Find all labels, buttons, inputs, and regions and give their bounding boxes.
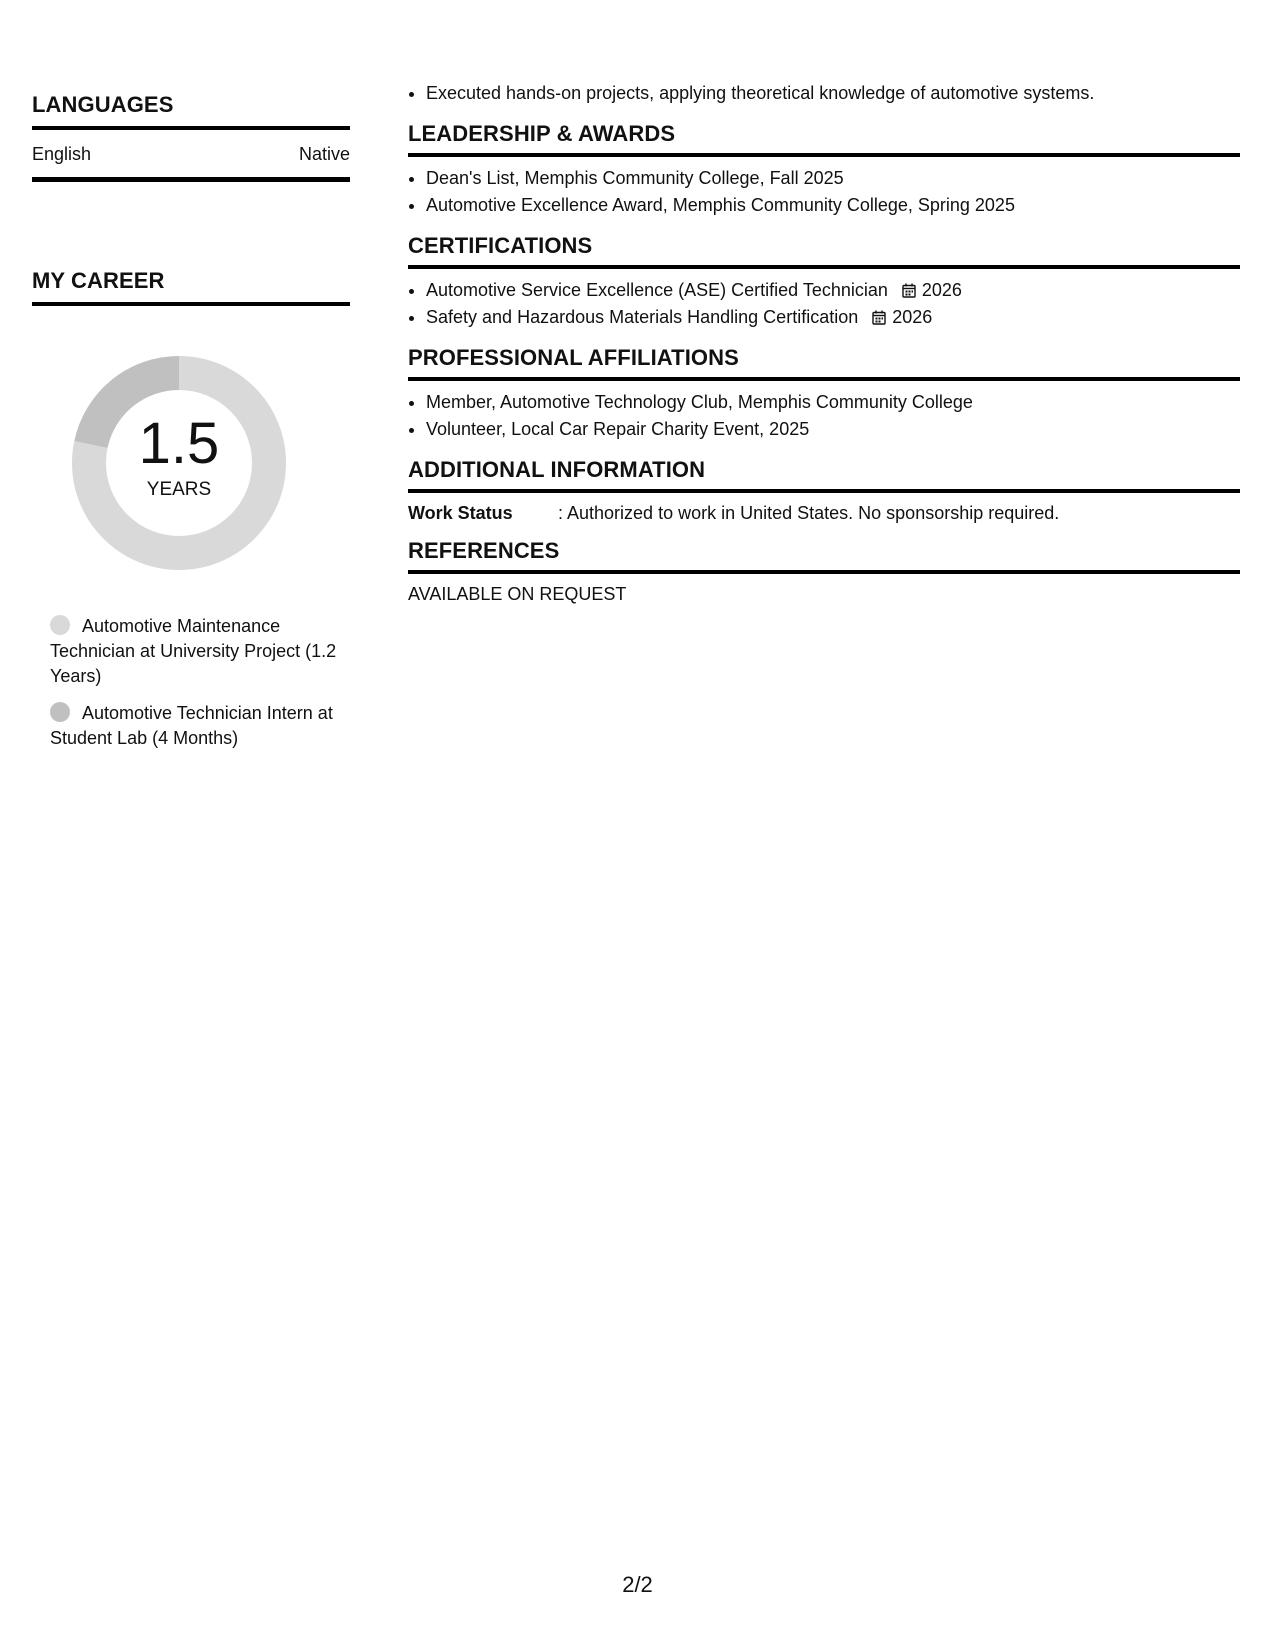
calendar-icon xyxy=(902,283,916,298)
list-item: • Automotive Excellence Award, Memphis Community College, Spring 2025 xyxy=(426,192,1240,219)
work-status-row xyxy=(408,501,1240,524)
list-item xyxy=(426,304,1240,331)
leadership-list xyxy=(408,165,1240,219)
list-item: • Executed hands-on projects, applying theoretical knowledge of automotive systems. xyxy=(426,80,1240,107)
legend-label: Automotive Technician Intern at Student Lab (4 Months) xyxy=(50,703,333,748)
legend-swatch xyxy=(50,702,70,722)
certifications-heading: CERTIFICATIONS xyxy=(408,233,1240,269)
certification-name: Safety and Hazardous Materials Handling Certification xyxy=(426,307,859,327)
list-item xyxy=(426,277,1240,304)
references-section xyxy=(408,538,1240,605)
language-name: English xyxy=(32,144,92,164)
references-heading: REFERENCES xyxy=(408,538,1240,574)
career-donut-chart xyxy=(64,348,294,578)
additional-info-section xyxy=(408,457,1240,524)
language-row xyxy=(32,130,350,182)
leadership-heading: LEADERSHIP & AWARDS xyxy=(408,121,1240,157)
work-status-label: Work Status xyxy=(408,503,513,523)
languages-section xyxy=(32,92,350,182)
certifications-section xyxy=(408,233,1240,331)
career-heading: MY CAREER xyxy=(32,268,350,306)
legend-item xyxy=(50,701,340,751)
certifications-list xyxy=(408,277,1240,331)
career-section xyxy=(32,268,350,751)
leadership-section xyxy=(408,121,1240,219)
work-status-value: : Authorized to work in United States. No sponsorship required. xyxy=(558,503,1060,523)
donut-center xyxy=(64,348,294,578)
list-item: • Dean's List, Memphis Community College, Fall 2025 xyxy=(426,165,1240,192)
language-level: Native xyxy=(298,144,350,164)
legend-label: Automotive Maintenance Technician at University Project (1.2 Years) xyxy=(50,616,337,686)
calendar-icon xyxy=(872,310,886,325)
page-number: 2/2 xyxy=(622,1572,653,1597)
list-item: • Member, Automotive Technology Club, Memphis Community College xyxy=(426,389,1240,416)
certification-year: 2026 xyxy=(921,280,962,300)
languages-heading: LANGUAGES xyxy=(32,92,350,130)
certification-name: Automotive Service Excellence (ASE) Certified Technician xyxy=(426,280,888,300)
references-text: AVAILABLE ON REQUEST xyxy=(408,584,627,604)
affiliations-list xyxy=(408,389,1240,443)
legend-swatch xyxy=(50,615,70,635)
experience-tail-list xyxy=(408,80,1240,107)
certification-year: 2026 xyxy=(892,307,933,327)
career-legend xyxy=(50,614,340,751)
right-column xyxy=(408,80,1240,619)
career-total-value: 1.5 xyxy=(138,411,220,476)
affiliations-section xyxy=(408,345,1240,443)
additional-info-heading: ADDITIONAL INFORMATION xyxy=(408,457,1240,493)
career-total-unit: YEARS xyxy=(146,479,212,500)
list-item: • Volunteer, Local Car Repair Charity Event, 2025 xyxy=(426,416,1240,443)
legend-item xyxy=(50,614,340,689)
left-column xyxy=(32,92,350,763)
affiliations-heading: PROFESSIONAL AFFILIATIONS xyxy=(408,345,1240,381)
